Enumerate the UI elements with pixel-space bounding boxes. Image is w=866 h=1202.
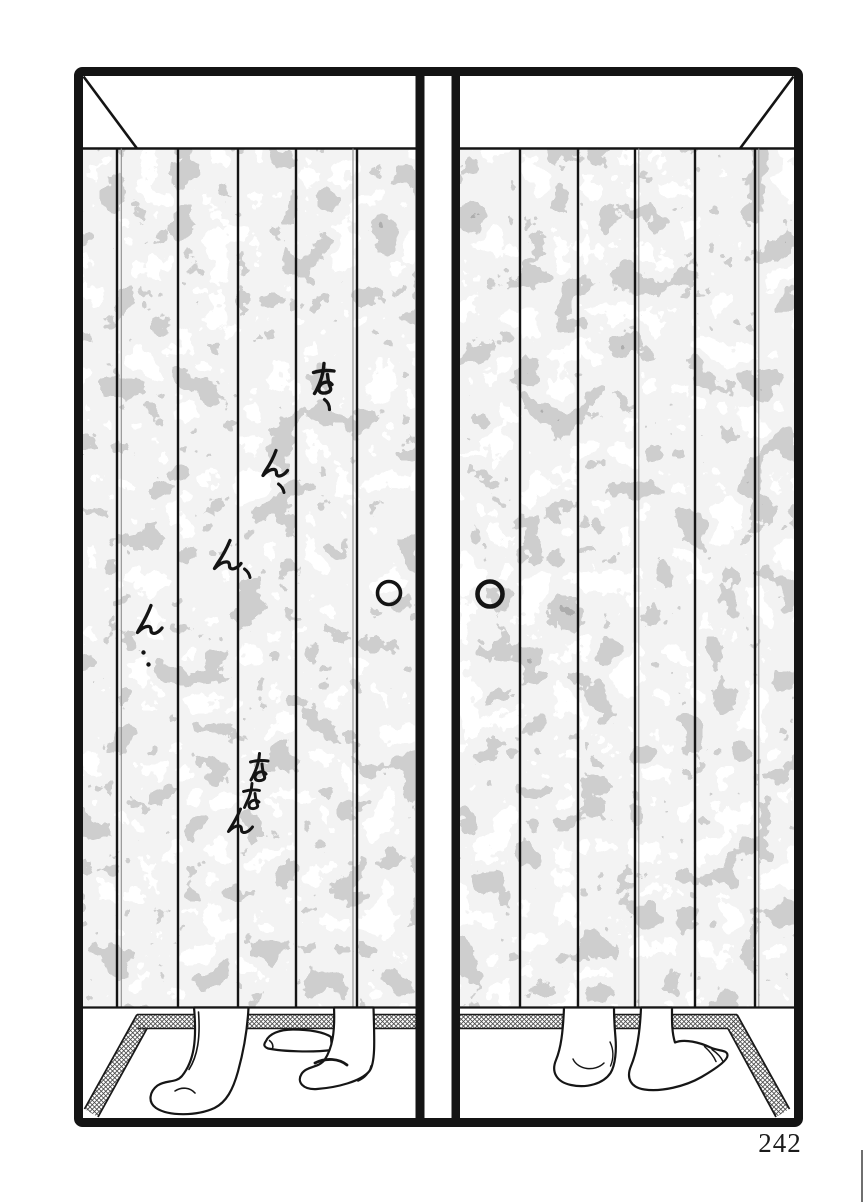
left-sill-perspective (85, 1015, 148, 1118)
door-top-rail (83, 77, 794, 149)
heel-foot-right-door (554, 1008, 616, 1087)
page-number: 242 (758, 1128, 802, 1158)
right-corner-diagonal (740, 77, 794, 149)
left-corner-diagonal (84, 77, 138, 149)
right-sill-perspective (728, 1015, 790, 1118)
door-gap-stiles (416, 74, 461, 1120)
right-door-texture (460, 149, 794, 1007)
door-textures (83, 149, 794, 1007)
left-door-right-stile (416, 74, 425, 1120)
page-edge-artifact-line (861, 1150, 863, 1202)
right-door-left-stile (452, 74, 461, 1120)
foot-toes-left-door (264, 1030, 332, 1052)
